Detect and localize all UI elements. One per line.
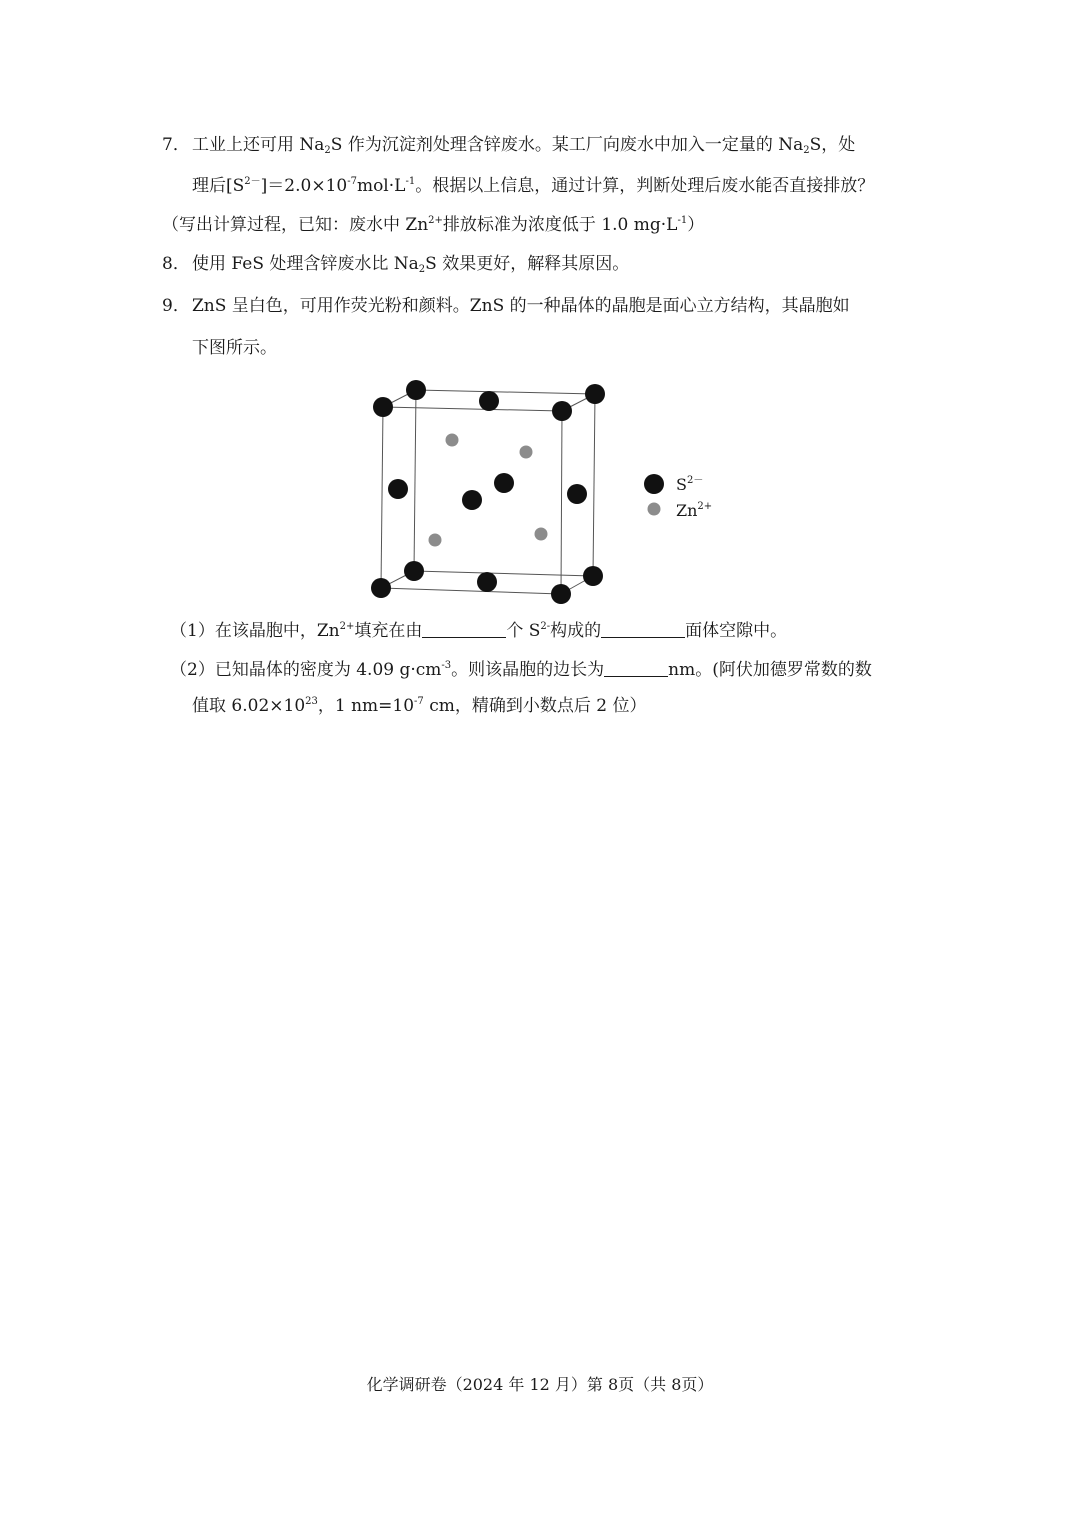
cube-edge	[414, 571, 593, 576]
zn-ion	[429, 534, 442, 547]
s-ion	[477, 572, 497, 592]
s-ion	[479, 391, 499, 411]
legend-s-ion-label: $S^{2-}$	[676, 475, 704, 494]
legend-s-ion-swatch	[644, 474, 664, 494]
question-9-number: 9．	[162, 296, 190, 316]
zn-ion	[520, 446, 533, 459]
question-7-line-2: 理后$[S^{2-}]=2.0\times 10^{-7}mol\cdot L^{-1}$。根据以上信息，通过计算，判断处理后废水能否直接排放？	[192, 176, 875, 196]
cube-edge	[561, 411, 562, 594]
page-footer: 化学调研卷（2024 年 12 月）第 8页（共 8页）	[366, 1375, 714, 1394]
s-ion	[585, 384, 605, 404]
cube-edge	[381, 588, 561, 594]
legend-zn-ion-swatch	[648, 503, 661, 516]
question-9-part-2-line-1: （2）已知晶体的密度为 4.09 $g\cdot cm^{-3}$。则该晶胞的边长为 nm。(阿伏加德罗常数的数	[170, 660, 872, 680]
answer-blank-1[interactable]	[422, 620, 506, 638]
s-ions	[371, 380, 605, 604]
zn-ion	[446, 434, 459, 447]
question-9-part-1: （1）在该晶胞中，$Zn^{2+}$填充在由 个 $S^{2-}$构成的 面体空隙中。	[170, 621, 788, 641]
s-ion	[567, 484, 587, 504]
question-8-text: 使用 FeS 处理含锌废水比 $Na_2S$ 效果更好，解释其原因。	[192, 254, 630, 275]
s-ion	[388, 479, 408, 499]
cube-edge	[414, 390, 416, 571]
answer-blank-3[interactable]	[604, 659, 668, 677]
answer-blank-2[interactable]	[601, 620, 685, 638]
question-9-part-2-line-2: 值取 $6.02\times 10^{23}$，1 $nm=10^{-7}$ cm，精确到小数点后 2 位）	[192, 696, 647, 716]
s-ion	[373, 397, 393, 417]
zn-ion	[535, 528, 548, 541]
s-ion	[371, 578, 391, 598]
cube-edge	[381, 407, 383, 588]
question-9-line-1: ZnS 呈白色，可用作荧光粉和颜料。ZnS 的一种晶体的晶胞是面心立方结构，其晶胞如	[192, 296, 850, 316]
s-ion	[462, 490, 482, 510]
cube-edge	[383, 407, 562, 411]
s-ion	[494, 473, 514, 493]
zn-ions	[429, 434, 548, 547]
zns-unit-cell-figure	[360, 372, 740, 608]
question-7-number: 7．	[162, 135, 190, 155]
question-7-line-3: （写出计算过程，已知：废水中 $Zn^{2+}$排放标准为浓度低于 1.0 $mg\cdot L^{-1}$）	[162, 215, 705, 235]
question-9-line-2: 下图所示。	[192, 338, 277, 358]
question-8-number: 8．	[162, 254, 190, 274]
s-ion	[551, 584, 571, 604]
s-ion	[583, 566, 603, 586]
s-ion	[406, 380, 426, 400]
s-ion	[404, 561, 424, 581]
cube-edge	[416, 390, 595, 394]
question-7-line-1: 工业上还可用 $Na_2S$ 作为沉淀剂处理含锌废水。某工厂向废水中加入一定量的 $Na_2S$，处	[192, 135, 856, 156]
legend-zn-ion-label: $Zn^{2+}$	[676, 501, 713, 520]
cube-edge	[593, 394, 595, 576]
legend	[644, 474, 712, 520]
s-ion	[552, 401, 572, 421]
